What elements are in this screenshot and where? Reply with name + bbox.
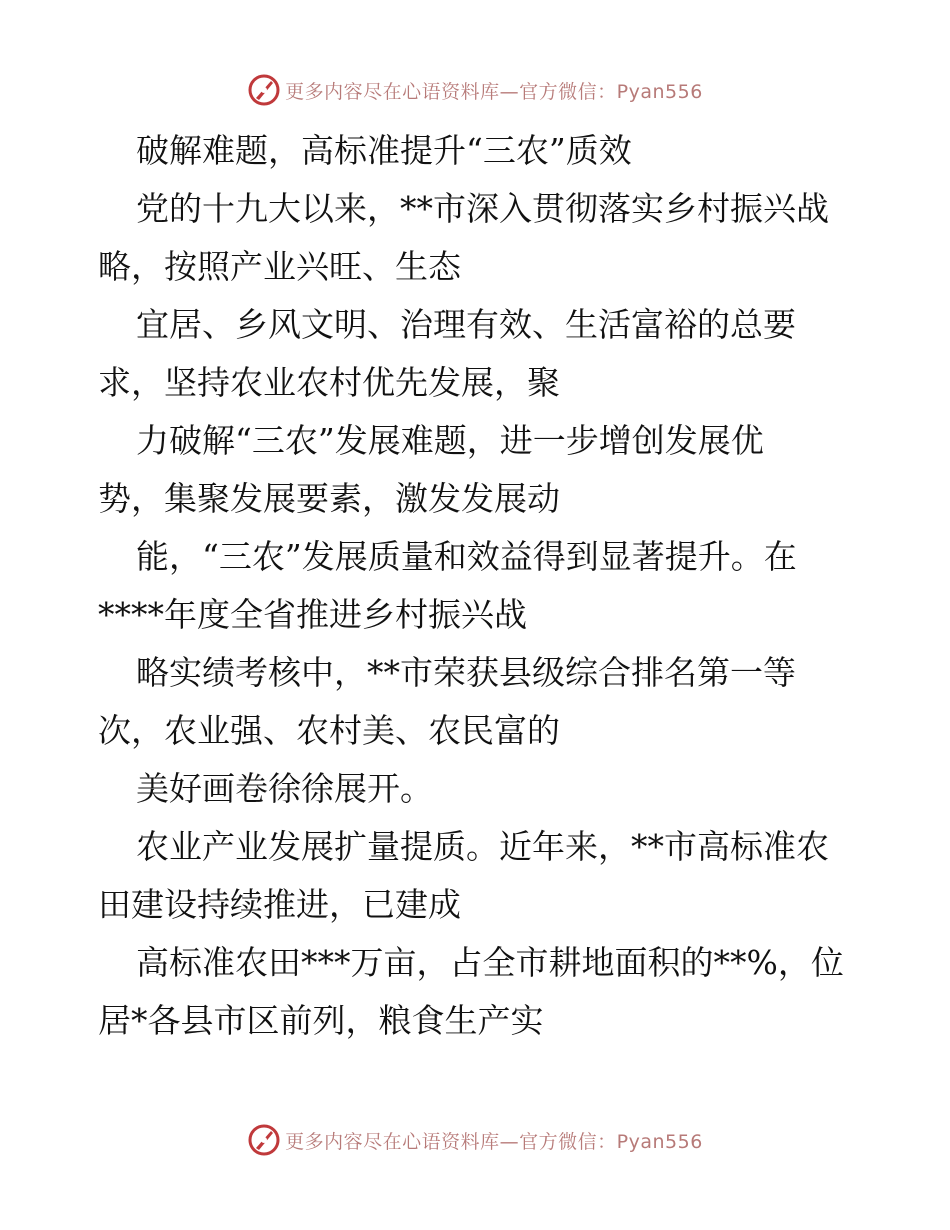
document-line: 求，坚持农业农村优先发展，聚: [98, 363, 560, 402]
document-line: 能，“三农”发展质量和效益得到显著提升。在: [136, 537, 797, 576]
document-line: 田建设持续推进，已建成: [98, 885, 461, 924]
document-line: 破解难题，高标准提升“三农”质效: [136, 131, 632, 170]
document-line: 略实绩考核中，**市荣获县级综合排名第一等: [136, 653, 796, 692]
quill-logo-icon: [247, 73, 281, 107]
document-line: 党的十九大以来，**市深入贯彻落实乡村振兴战: [136, 189, 829, 228]
footer-watermark: [0, 1120, 950, 1160]
document-line: ****年度全省推进乡村振兴战: [98, 595, 527, 634]
header-watermark: [0, 70, 950, 110]
document-line: 势，集聚发展要素，激发发展动: [98, 479, 560, 518]
document-line: 居*各县市区前列，粮食生产实: [98, 1001, 544, 1040]
document-line: 宜居、乡风文明、治理有效、生活富裕的总要: [136, 305, 796, 344]
document-line: 力破解“三农”发展难题，进一步增创发展优: [136, 421, 764, 460]
quill-logo-icon: [247, 1123, 281, 1157]
document-body: [98, 122, 858, 1050]
document-line: 次，农业强、农村美、农民富的: [98, 711, 560, 750]
footer-watermark-text: 更多内容尽在心语资料库—官方微信：Pyan556: [285, 1130, 703, 1153]
document-line: 美好画卷徐徐展开。: [136, 769, 433, 808]
header-watermark-text: 更多内容尽在心语资料库—官方微信：Pyan556: [285, 80, 703, 103]
document-line: 高标准农田***万亩，占全市耕地面积的**%，位: [136, 943, 844, 982]
document-line: 略，按照产业兴旺、生态: [98, 247, 461, 286]
document-line: 农业产业发展扩量提质。近年来，**市高标准农: [136, 827, 829, 866]
